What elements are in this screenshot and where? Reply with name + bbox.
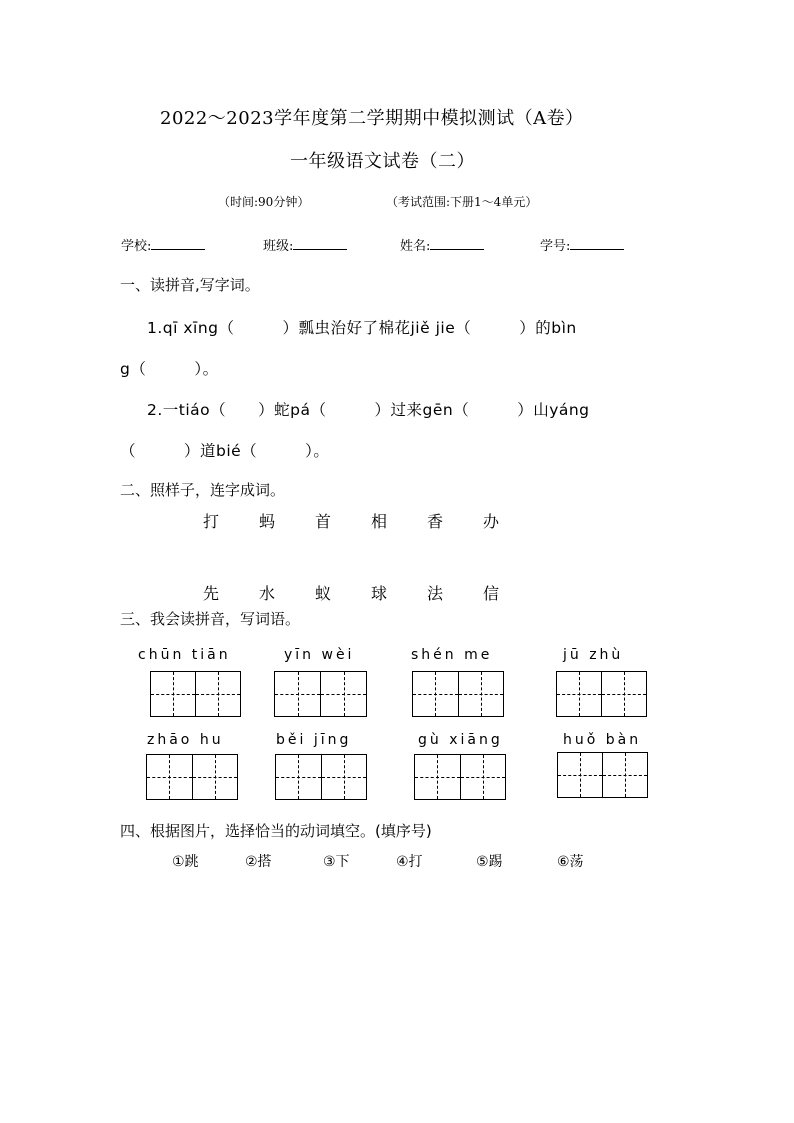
time-note: （时间:90分钟）	[218, 195, 310, 209]
pinyin-label: gù xiāng	[418, 732, 503, 748]
match-char[interactable]: 蚂	[259, 512, 276, 531]
match-char[interactable]: 办	[483, 512, 500, 531]
option-label: ④打	[396, 854, 423, 870]
grid-cell[interactable]	[193, 755, 238, 799]
pinyin-label: yīn wèi	[284, 647, 355, 663]
exam-subtitle: 一年级语文试卷（二）	[290, 151, 475, 172]
match-char[interactable]: 法	[427, 584, 444, 603]
grid-cell[interactable]	[557, 672, 602, 716]
section-3-heading: 三、我会读拼音，写词语。	[120, 610, 301, 628]
writing-grid[interactable]	[150, 671, 241, 717]
class-blank[interactable]	[293, 235, 347, 250]
school-blank[interactable]	[151, 235, 205, 250]
option-label: ⑤踢	[476, 854, 503, 870]
student-id-blank[interactable]	[570, 235, 624, 250]
grid-cell[interactable]	[322, 755, 367, 799]
grid-cell[interactable]	[151, 672, 196, 716]
school-field[interactable]	[121, 235, 205, 254]
grid-cell[interactable]	[603, 753, 647, 797]
scope-note: （考试范围:下册1～4单元）	[386, 195, 538, 209]
question-1-line-1: 1.qī xīng（ ）瓢虫治好了棉花jiě jie（ ）的bìn	[147, 319, 577, 337]
match-char[interactable]: 打	[203, 512, 220, 531]
match-char[interactable]: 香	[427, 512, 444, 531]
pinyin-label: shén me	[411, 647, 493, 663]
match-char[interactable]: 球	[371, 584, 388, 603]
writing-grid[interactable]	[556, 671, 647, 717]
class-label: 班级:	[263, 239, 294, 254]
exam-title: 2022～2023学年度第二学期期中模拟测试（A卷）	[160, 108, 584, 129]
pinyin-label: zhāo hu	[147, 732, 224, 748]
match-char[interactable]: 先	[203, 584, 220, 603]
option-label: ③下	[323, 854, 350, 870]
writing-grid[interactable]	[412, 671, 504, 717]
grid-cell[interactable]	[413, 672, 459, 716]
student-id-field[interactable]	[540, 235, 624, 254]
name-field[interactable]	[400, 235, 484, 254]
pinyin-label: jū zhù	[563, 647, 624, 663]
writing-grid[interactable]	[414, 754, 506, 800]
section-4-heading: 四、根据图片，选择恰当的动词填空。(填序号)	[120, 822, 432, 840]
student-id-label: 学号:	[540, 239, 571, 254]
grid-cell[interactable]	[196, 672, 240, 716]
pinyin-label: huǒ bàn	[563, 732, 642, 748]
name-blank[interactable]	[430, 235, 484, 250]
section-2-heading: 二、照样子，连字成词。	[120, 481, 286, 499]
grid-cell[interactable]	[321, 672, 366, 716]
question-1-line-2: g（ ）。	[120, 360, 219, 378]
question-2-line-1: 2.一tiáo（ ）蛇pá（ ）过来gēn（ ）山yáng	[147, 401, 590, 419]
grid-cell[interactable]	[459, 672, 504, 716]
option-label: ①跳	[172, 854, 199, 870]
class-field[interactable]	[263, 235, 347, 254]
writing-grid[interactable]	[274, 671, 367, 717]
grid-cell[interactable]	[415, 755, 461, 799]
option-label: ⑥荡	[557, 854, 584, 870]
grid-cell[interactable]	[275, 672, 321, 716]
school-label: 学校:	[121, 239, 152, 254]
grid-cell[interactable]	[276, 755, 322, 799]
grid-cell[interactable]	[147, 755, 193, 799]
grid-cell[interactable]	[461, 755, 506, 799]
writing-grid[interactable]	[557, 752, 648, 798]
match-char[interactable]: 水	[259, 584, 276, 603]
section-1-heading: 一、读拼音,写字词。	[120, 276, 260, 294]
grid-cell[interactable]	[558, 753, 603, 797]
name-label: 姓名:	[400, 239, 431, 254]
writing-grid[interactable]	[275, 754, 367, 800]
grid-cell[interactable]	[602, 672, 646, 716]
match-char[interactable]: 相	[371, 512, 388, 531]
match-char[interactable]: 蚁	[315, 584, 332, 603]
pinyin-label: běi jīng	[276, 732, 352, 748]
match-char[interactable]: 首	[315, 512, 332, 531]
match-char[interactable]: 信	[483, 584, 500, 603]
pinyin-label: chūn tiān	[138, 647, 231, 663]
option-label: ②搭	[245, 854, 272, 870]
writing-grid[interactable]	[146, 754, 238, 800]
question-2-line-2: （ ）道bié（ ）。	[120, 442, 330, 460]
